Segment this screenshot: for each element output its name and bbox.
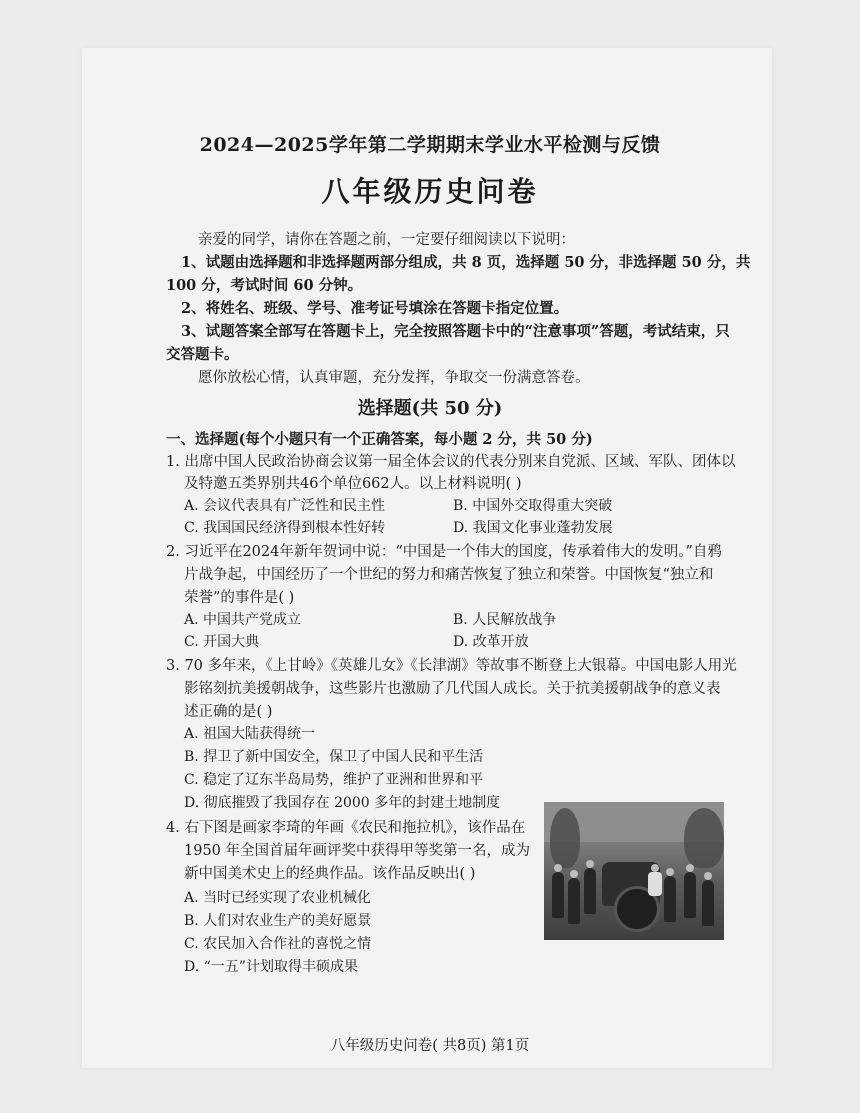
question-4-line-1: 4. 右下图是画家李琦的年画《农民和拖拉机》，该作品在 bbox=[166, 820, 526, 836]
q4-option-b: B. 人们对农业生产的美好愿景 bbox=[184, 913, 372, 929]
photo-figure bbox=[552, 872, 564, 918]
part-title: 一、选择题(每个小题只有一个正确答案，每小题 2 分，共 50 分) bbox=[166, 431, 593, 448]
q4-option-a: A. 当时已经实现了农业机械化 bbox=[184, 890, 372, 906]
q3-option-a: A. 祖国大陆获得统一 bbox=[184, 726, 316, 742]
painting-photo bbox=[544, 802, 724, 940]
q3-option-b: B. 捍卫了新中国安全，保卫了中国人民和平生活 bbox=[184, 749, 484, 765]
photo-figure-white bbox=[648, 872, 662, 896]
q1-option-c: C. 我国国民经济得到根本性好转 bbox=[184, 520, 386, 536]
question-1-line-2: 及特邀五类界别共46个单位662人。以上材料说明( ) bbox=[184, 476, 522, 492]
question-4-line-3: 新中国美术史上的经典作品。该作品反映出( ) bbox=[184, 866, 476, 882]
q2-option-b: B. 人民解放战争 bbox=[453, 612, 557, 628]
question-2-line-3: 荣誉”的事件是( ) bbox=[184, 590, 295, 606]
instruction-3b: 交答题卡。 bbox=[166, 346, 239, 363]
instruction-1b: 100 分，考试时间 60 分钟。 bbox=[166, 277, 363, 294]
photo-figure bbox=[684, 872, 696, 918]
question-2-line-1: 2. 习近平在2024年新年贺词中说：“中国是一个伟大的国度，传承着伟大的发明。”自鸦 bbox=[166, 544, 722, 560]
q1-option-d: D. 我国文化事业蓬勃发展 bbox=[453, 520, 613, 536]
q2-option-c: C. 开国大典 bbox=[184, 634, 260, 650]
notice-greeting: 亲爱的同学，请你在答题之前，一定要仔细阅读以下说明： bbox=[198, 232, 575, 248]
photo-head bbox=[570, 870, 578, 878]
page-footer: 八年级历史问卷( 共8页) 第1页 bbox=[330, 1038, 530, 1054]
photo-tree bbox=[684, 808, 724, 868]
q4-option-c: C. 农民加入合作社的喜悦之情 bbox=[184, 936, 372, 952]
photo-figure bbox=[664, 876, 676, 922]
photo-head bbox=[586, 860, 594, 868]
photo-figure bbox=[568, 878, 580, 924]
q1-option-a: A. 会议代表具有广泛性和民主性 bbox=[184, 498, 386, 514]
question-3-line-1: 3. 70 多年来，《上甘岭》《英雄儿女》《长津湖》等故事不断登上大银幕。中国电影人用光 bbox=[166, 658, 737, 674]
photo-head bbox=[666, 868, 674, 876]
photo-head bbox=[651, 864, 659, 872]
instruction-3a: 3、试题答案全部写在答题卡上，完全按照答题卡中的“注意事项”答题，考试结束，只 bbox=[181, 323, 730, 340]
photo-head bbox=[686, 864, 694, 872]
photo-head bbox=[554, 864, 562, 872]
question-3-line-3: 述正确的是( ) bbox=[184, 704, 273, 720]
instruction-1a: 1、试题由选择题和非选择题两部分组成，共 8 页，选择题 50 分，非选择题 50 分，共 bbox=[181, 254, 751, 271]
photo-figure bbox=[584, 868, 596, 914]
photo-figure bbox=[702, 880, 714, 926]
question-4-line-2: 1950 年全国首届年画评奖中获得甲等奖第一名，成为 bbox=[184, 843, 531, 859]
exam-title: 2024—2025学年第二学期期末学业水平检测与反馈 bbox=[199, 134, 661, 156]
photo-head bbox=[704, 872, 712, 880]
photo-tree bbox=[550, 808, 580, 868]
question-1-line-1: 1. 出席中国人民政治协商会议第一届全体会议的代表分别来自党派、区域、军队、团体以 bbox=[166, 454, 736, 470]
q4-option-d: D. “一五”计划取得丰硕成果 bbox=[184, 959, 358, 975]
section-title: 选择题(共 50 分) bbox=[357, 398, 503, 419]
q2-option-a: A. 中国共产党成立 bbox=[184, 612, 302, 628]
question-3-line-2: 影铭刻抗美援朝战争，这些影片也激励了几代国人成长。关于抗美援朝战争的意义表 bbox=[184, 681, 721, 697]
instruction-2: 2、将姓名、班级、学号、准考证号填涂在答题卡指定位置。 bbox=[181, 300, 569, 317]
q3-option-d: D. 彻底摧毁了我国存在 2000 多年的封建土地制度 bbox=[184, 795, 501, 811]
notice-wish: 愿你放松心情，认真审题，充分发挥，争取交一份满意答卷。 bbox=[198, 370, 590, 386]
question-2-line-2: 片战争起，中国经历了一个世纪的努力和痛苦恢复了独立和荣誉。中国恢复“独立和 bbox=[184, 567, 714, 583]
q2-option-d: D. 改革开放 bbox=[453, 634, 529, 650]
paper-title: 八年级历史问卷 bbox=[321, 175, 539, 208]
q1-option-b: B. 中国外交取得重大突破 bbox=[453, 498, 613, 514]
q3-option-c: C. 稳定了辽东半岛局势，维护了亚洲和世界和平 bbox=[184, 772, 484, 788]
